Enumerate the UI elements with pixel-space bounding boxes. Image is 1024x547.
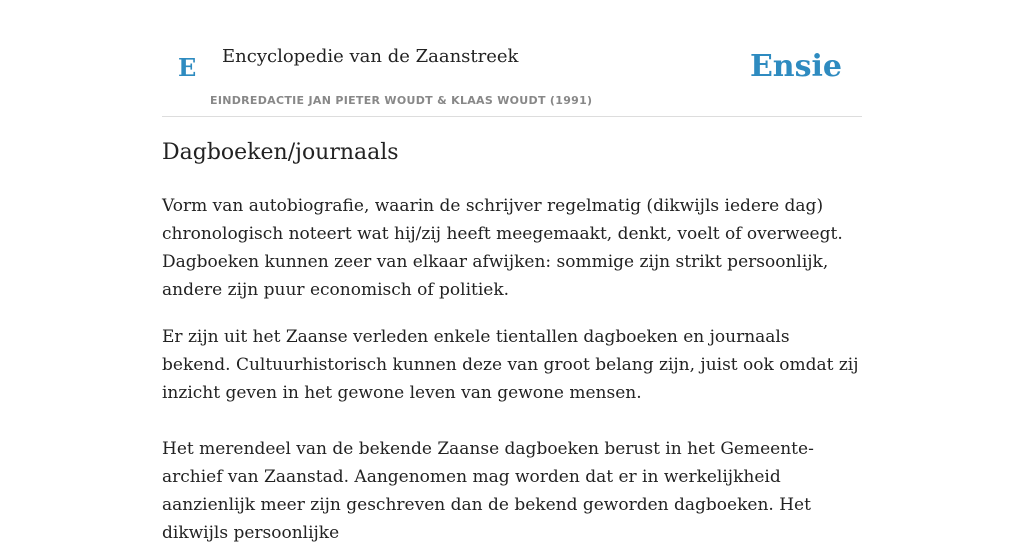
article-paragraph: Vorm van autobiografie, waarin de schrijver regelmatig (dikwijls iedere dag) chronologisch noteert wat hij/zij heeft meegemaakt, denkt, voelt of overweegt. Dagboeken kunnen zeer van elkaar afwijken: sommige zijn strikt persoonlijk, andere zijn puur economisch of politiek. bbox=[162, 196, 843, 300]
article-paragraph: Er zijn uit het Zaanse verleden enkele tientallen dagboeken en journaals bekend. Cultuurhistorisch kunnen deze van groot belang zijn, juist ook omdat zij inzicht geven in het gewone leven van gewone mensen. bbox=[162, 327, 859, 403]
article-title: Dagboeken/journaals bbox=[162, 140, 399, 165]
editors-credit: EINDREDACTIE JAN PIETER WOUDT & KLAAS WOUDT (1991) bbox=[210, 94, 593, 107]
article-paragraph: Het merendeel van de bekende Zaanse dagboeken berust in het Gemeente-archief van Zaanstad. Aangenomen mag worden dat er in werkelijkheid aanzienlijk meer zijn geschreven dan de bekend geworden dagboeken. Het dikwijls persoonlijke bbox=[162, 439, 814, 543]
document-page bbox=[162, 0, 862, 543]
encyclopedia-logo-icon[interactable]: E bbox=[178, 53, 197, 82]
ensie-brand-logo[interactable]: Ensie bbox=[749, 49, 842, 84]
site-header bbox=[162, 0, 862, 117]
encyclopedia-title-link[interactable]: Encyclopedie van de Zaanstreek bbox=[222, 46, 519, 67]
